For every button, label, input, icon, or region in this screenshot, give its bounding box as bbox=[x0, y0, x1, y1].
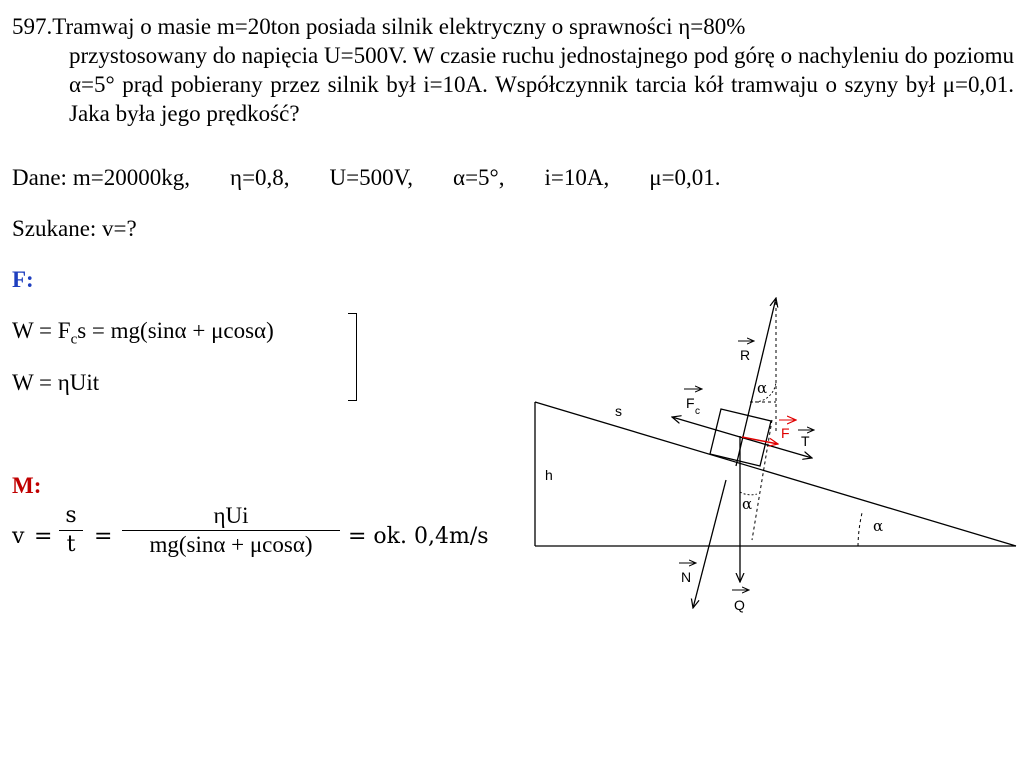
problem-continuation: przystosowany do napięcia U=500V. W czasie ruchu jednostajnego pod górę o nachyleniu do poziomu α=5° prąd pobierany przez silnik był i=10A. Współczynnik tarcia kół tramwaju o szyny był μ=0,01. Jaka była jego prędkość? bbox=[69, 43, 1014, 126]
physics-header: F: bbox=[12, 267, 34, 292]
label-R: R bbox=[740, 347, 751, 363]
formula-equals-1: = bbox=[34, 524, 53, 549]
eq1-lhs: W = F bbox=[12, 318, 71, 343]
given-angle: α=5°, bbox=[453, 165, 505, 190]
math-header: M: bbox=[12, 473, 42, 498]
fraction-t-denominator: t bbox=[59, 530, 83, 559]
eq1-rhs: s = mg(sinα + μcosα) bbox=[77, 318, 274, 343]
formula-result: = ok. 0,4m/s bbox=[348, 524, 489, 549]
eq1-subscript: c bbox=[70, 331, 78, 348]
label-N: N bbox=[681, 569, 692, 585]
label-alpha-top: α bbox=[757, 379, 768, 397]
given-mass: m=20000kg, bbox=[72, 165, 191, 190]
given-efficiency: η=0,8, bbox=[230, 165, 290, 190]
label-alpha-base: α bbox=[873, 517, 884, 535]
friction-arrow bbox=[672, 417, 740, 437]
given-voltage: U=500V, bbox=[329, 165, 414, 190]
formula-lhs: v bbox=[12, 524, 25, 549]
label-T: T bbox=[801, 433, 810, 449]
fraction-main-numerator: ηUi bbox=[213, 503, 249, 528]
label-Q: Q bbox=[734, 597, 745, 613]
label-h: h bbox=[545, 467, 553, 483]
given-friction: μ=0,01. bbox=[649, 165, 721, 190]
fraction-main-denominator: mg(sinα + μcosα) bbox=[122, 530, 340, 559]
label-Fc-sub: c bbox=[695, 406, 700, 417]
reaction-arrow bbox=[736, 298, 776, 466]
label-Fc: F bbox=[686, 395, 695, 411]
label-s: s bbox=[615, 403, 622, 419]
fraction-s-numerator: s bbox=[65, 503, 77, 528]
normal-guide-dashed bbox=[752, 420, 772, 540]
given-label: Dane: bbox=[12, 165, 67, 190]
normal-force-arrow bbox=[693, 480, 726, 608]
base-angle-arc bbox=[858, 513, 862, 546]
given-current: i=10A, bbox=[544, 165, 610, 190]
problem-first-line: 597.Tramwaj o masie m=20ton posiada silnik elektryczny o sprawności η=80% bbox=[12, 14, 746, 39]
work-electric-equation: W = ηUit bbox=[12, 370, 100, 395]
formula-equals-2: = bbox=[94, 524, 113, 549]
sought-value: Szukane: v=? bbox=[12, 216, 137, 241]
label-alpha-mid: α bbox=[742, 495, 753, 513]
label-F: F bbox=[781, 425, 790, 441]
